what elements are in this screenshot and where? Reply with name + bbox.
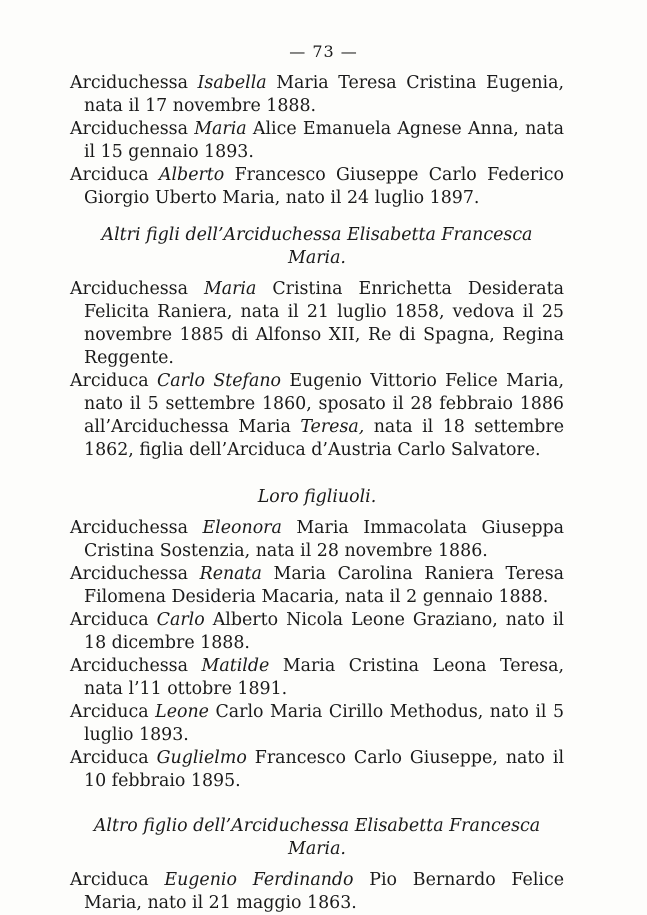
entry-title: Arciduca (70, 610, 149, 630)
section-family-4 (70, 815, 564, 915)
page-body (70, 72, 564, 915)
entry-name: Matilde (201, 656, 270, 676)
list-item (70, 609, 564, 655)
entry-title: Arciduchessa (70, 656, 188, 676)
list-item (70, 278, 564, 370)
entry-details: Francesco Carlo Giuseppe, nato il 10 febbraio 1895. (84, 748, 565, 791)
entry-title: Arciduca (70, 702, 149, 722)
entry-name: Guglielmo (156, 748, 247, 768)
entry-details: Alice Emanuela Agnese Anna, nata il 15 gennaio 1893. (84, 119, 565, 162)
entry-details: Alberto Nicola Leone Graziano, nato il 18 dicembre 1888. (84, 610, 564, 653)
entry-name: Renata (199, 564, 262, 584)
entry-details: Maria Carolina Raniera Teresa Filomena Desideria Macaria, nata il 2 gennaio 1888. (84, 564, 564, 607)
entry-name: Leone (155, 702, 209, 722)
entry-details: Pio Bernardo Felice Maria, nato il 21 maggio 1863. (84, 870, 564, 913)
entry-name: Eleonora (202, 518, 282, 538)
entry-name: Maria (194, 119, 247, 139)
page-number: — 73 — (289, 42, 358, 61)
list-item (70, 655, 564, 701)
entry-title: Arciduca (70, 371, 149, 391)
list-item (70, 869, 564, 915)
entry-spouse-details: nata il 18 settembre 1862, figlia dell’Arciduca d’Austria Carlo Salvatore. (84, 417, 564, 460)
entry-details: Maria Cristina Leona Teresa, nata l’11 ottobre 1891. (84, 656, 564, 699)
entry-details: Maria Teresa Cristina Eugenia, nata il 17 novembre 1888. (84, 73, 564, 116)
list-item (70, 164, 564, 210)
entry-title: Arciduchessa (70, 518, 188, 538)
list-item (70, 747, 564, 793)
entry-title: Arciduchessa (70, 564, 188, 584)
section-heading: Altri figli dell’Arciduchessa Elisabetta Francesca Maria. (101, 225, 533, 268)
entry-title: Arciduca (70, 165, 149, 185)
entry-name: Alberto (158, 165, 225, 185)
entry-name: Maria (203, 279, 257, 299)
entry-spouse-name: Teresa, (300, 417, 365, 437)
entry-title: Arciduchessa (70, 119, 188, 139)
list-item (70, 701, 564, 747)
list-item (70, 72, 564, 118)
entry-details: Francesco Giuseppe Carlo Federico Giorgio Uberto Maria, nato il 24 luglio 1897. (84, 165, 564, 208)
section-family-1 (70, 72, 564, 210)
entry-title: Arciduca (70, 748, 149, 768)
section-heading: Altro figlio dell’Arciduchessa Elisabetta Francesca Maria. (93, 816, 541, 859)
list-item (70, 563, 564, 609)
section-heading: Loro figliuoli. (257, 487, 377, 507)
entry-name: Carlo Stefano (156, 371, 281, 391)
entry-details: Eugenio Vittorio Felice Maria, nato il 5 settembre 1860, sposato il 28 febbraio 1886 all’Arciduchessa Maria (84, 371, 565, 437)
section-family-3 (70, 486, 564, 793)
section-family-2 (70, 224, 564, 462)
entry-details: Maria Immacolata Giuseppa Cristina Sostenzia, nata il 28 novembre 1886. (84, 518, 565, 561)
entry-title: Arciduchessa (70, 73, 188, 93)
entry-title: Arciduca (70, 870, 149, 890)
entry-details: Cristina Enrichetta Desiderata Felicita Raniera, nata il 21 luglio 1858, vedova il 25 novembre 1885 di Alfonso XII, Re di Spagna, Regina Reggente. (84, 279, 565, 368)
list-item (70, 118, 564, 164)
entry-name: Carlo (156, 610, 205, 630)
entry-name: Isabella (197, 73, 267, 93)
entry-title: Arciduchessa (70, 279, 188, 299)
list-item (70, 517, 564, 563)
entry-name: Eugenio Ferdinando (164, 870, 354, 890)
list-item (70, 370, 564, 462)
entry-details: Carlo Maria Cirillo Methodus, nato il 5 luglio 1893. (84, 702, 565, 745)
